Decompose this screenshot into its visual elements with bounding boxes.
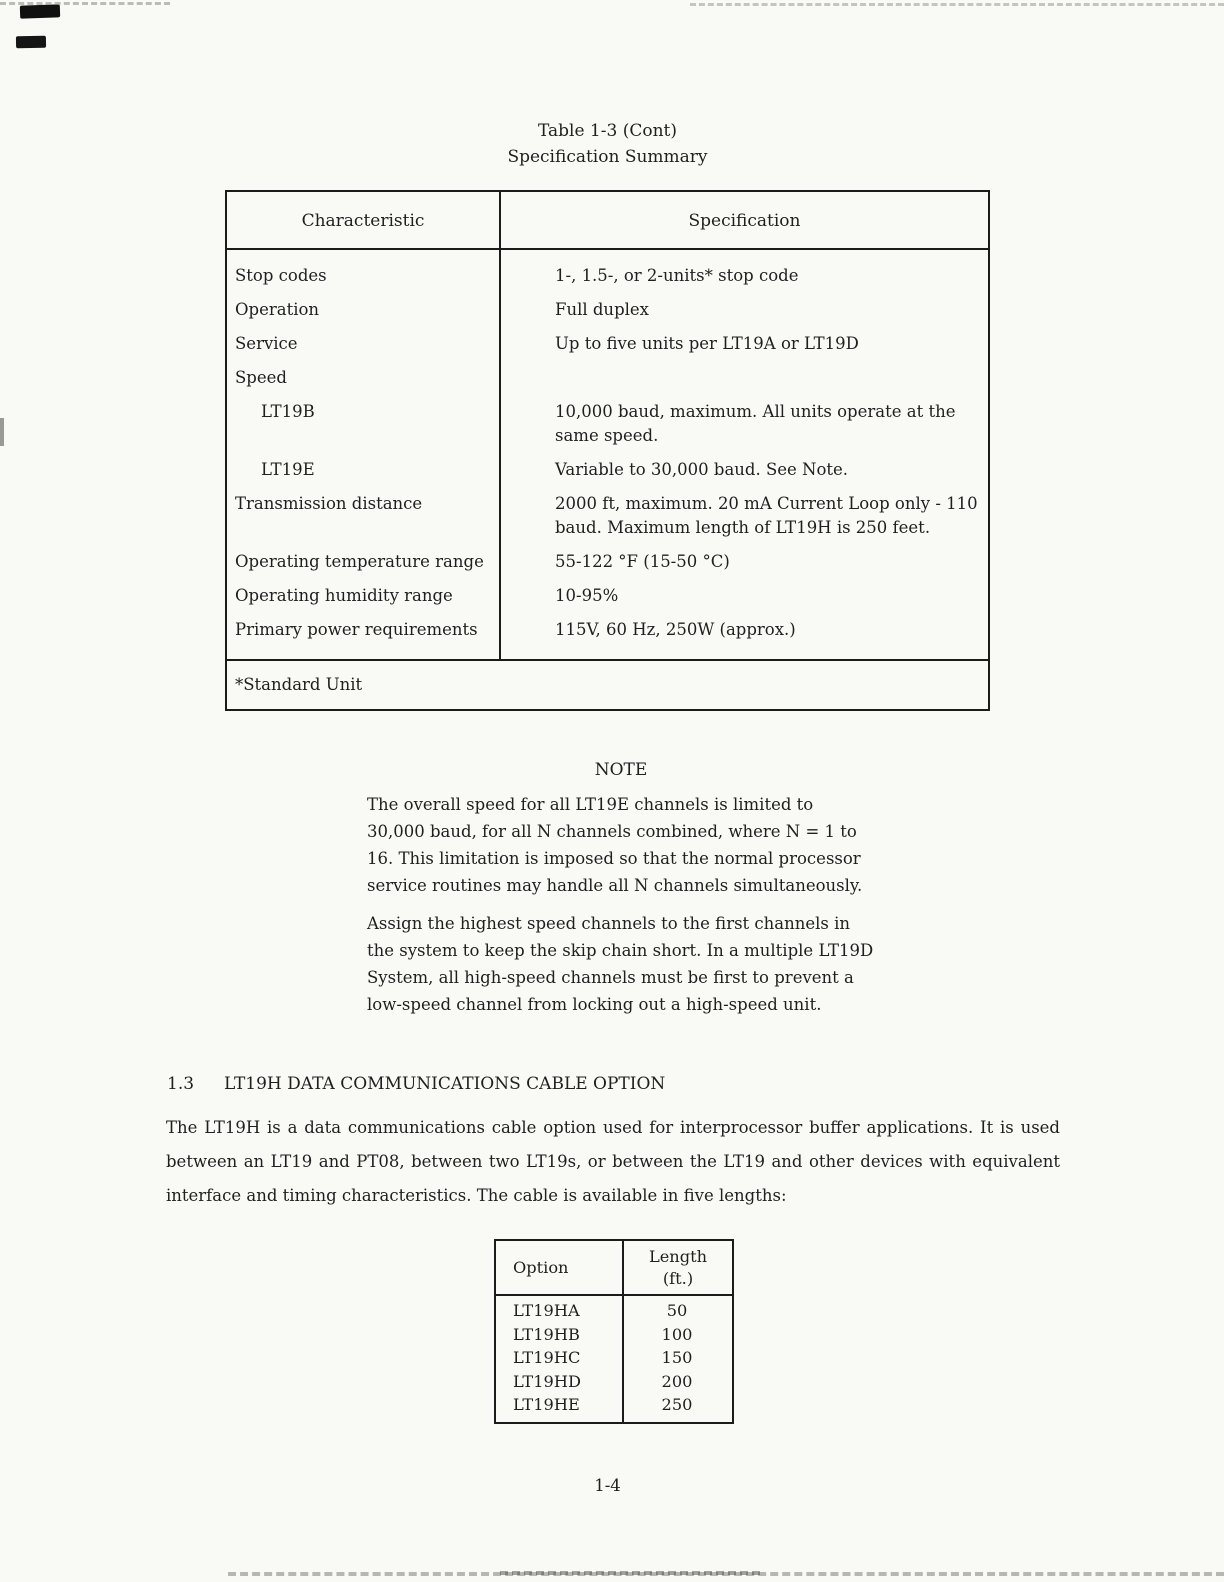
- header-option: Option: [513, 1257, 569, 1277]
- page-number: 1-4: [594, 1475, 621, 1495]
- table-row: [227, 361, 988, 395]
- option-cell: LT19HE: [513, 1395, 580, 1414]
- section-number: 1.3: [167, 1074, 195, 1094]
- header-length-line2: (ft.): [662, 1269, 694, 1288]
- characteristic-cell: Stop codes: [235, 266, 327, 285]
- scan-artifact-tick: [0, 418, 4, 446]
- note-paragraph: Assign the highest speed channels to the first channels in the system to keep the skip chain short. In a multiple LT19D System, all high-speed channels must be first to prevent a low-speed channel from locking out a high-speed unit.: [367, 914, 874, 1014]
- table-row: [227, 327, 988, 361]
- table-row: [227, 487, 988, 545]
- table-title-line1: Table 1-3 (Cont): [537, 121, 677, 141]
- table-row: [496, 1299, 732, 1323]
- characteristic-cell: Primary power requirements: [235, 620, 478, 639]
- scan-artifact-dashes: [690, 3, 1224, 6]
- table-row: [227, 293, 988, 327]
- table-row: [227, 395, 988, 453]
- characteristic-cell: Operating humidity range: [235, 586, 453, 605]
- specification-cell: Full duplex: [555, 300, 649, 319]
- scan-artifact-blob: [20, 4, 60, 18]
- header-length: [622, 1241, 732, 1294]
- characteristic-cell: Operating temperature range: [235, 552, 484, 571]
- characteristic-cell: LT19B: [261, 402, 315, 421]
- specification-table-body: [227, 250, 988, 659]
- section-body-paragraph: The LT19H is a data communications cable option used for interprocessor buffer applications. It is used between an LT19 and PT08, between two LT19s, or between the LT19 and other devices with equivalent interface and timing characteristics. The cable is available in five lengths:: [166, 1118, 1060, 1205]
- table-row: [227, 259, 988, 293]
- table-row: [496, 1346, 732, 1370]
- specification-cell: 10-95%: [555, 586, 619, 605]
- specification-cell: 10,000 baud, maximum. All units operate at the same speed.: [555, 402, 956, 445]
- option-cell: LT19HB: [513, 1324, 580, 1344]
- length-cell: 200: [661, 1371, 693, 1391]
- table-row: [496, 1370, 732, 1394]
- table-footnote: *Standard Unit: [227, 659, 988, 709]
- specification-table-header: [227, 192, 988, 250]
- length-cell: 100: [661, 1324, 693, 1344]
- specification-cell: 2000 ft, maximum. 20 mA Current Loop only - 110 baud. Maximum length of LT19H is 250 feet.: [555, 494, 978, 537]
- specification-cell: Variable to 30,000 baud. See Note.: [555, 460, 849, 479]
- scan-artifact-dashes: [228, 1572, 1224, 1576]
- specification-cell: 1-, 1.5-, or 2-units* stop code: [555, 266, 799, 285]
- note-paragraph: The overall speed for all LT19E channels is limited to 30,000 baud, for all N channels combined, where N = 1 to 16. This limitation is imposed so that the normal processor service routines may handle all N channels simultaneously.: [367, 795, 863, 895]
- length-cell: 50: [666, 1301, 688, 1320]
- length-cell: 250: [661, 1395, 693, 1414]
- specification-cell: 55-122 °F (15-50 °C): [555, 552, 730, 571]
- scan-artifact-blob: [16, 36, 46, 49]
- header-specification: Specification: [499, 192, 988, 248]
- specification-cell: Up to five units per LT19A or LT19D: [555, 334, 859, 353]
- table-row: [227, 579, 988, 613]
- table-row: [227, 545, 988, 579]
- specification-cell: [499, 361, 988, 395]
- cable-length-table: [494, 1239, 734, 1424]
- option-cell: LT19HD: [513, 1371, 581, 1391]
- characteristic-cell: Speed: [235, 368, 287, 387]
- length-cell: 150: [661, 1348, 693, 1367]
- note-heading: NOTE: [594, 760, 648, 780]
- table-row: [227, 613, 988, 647]
- header-length-line1: Length: [648, 1247, 708, 1266]
- cable-table-header: [496, 1241, 732, 1296]
- table-title: [225, 118, 990, 170]
- scan-artifact-dashes: [0, 2, 170, 5]
- characteristic-cell: Service: [235, 334, 298, 353]
- section-heading: [167, 1072, 1224, 1096]
- table-row: [496, 1323, 732, 1347]
- specification-table: [225, 190, 990, 711]
- option-cell: LT19HA: [513, 1301, 580, 1320]
- characteristic-cell: Transmission distance: [235, 494, 423, 513]
- scan-artifact-dashes: [500, 1571, 760, 1575]
- note-block: [367, 757, 875, 1018]
- table-row: [496, 1393, 732, 1417]
- section-title: LT19H DATA COMMUNICATIONS CABLE OPTION: [224, 1074, 666, 1094]
- option-cell: LT19HC: [513, 1348, 581, 1367]
- header-characteristic: Characteristic: [301, 211, 425, 231]
- characteristic-cell: Operation: [235, 300, 320, 319]
- characteristic-cell: LT19E: [261, 460, 315, 479]
- cable-table-body: [496, 1296, 732, 1422]
- specification-cell: 115V, 60 Hz, 250W (approx.): [555, 620, 796, 639]
- table-row: [227, 453, 988, 487]
- table-title-line2: Specification Summary: [507, 147, 708, 167]
